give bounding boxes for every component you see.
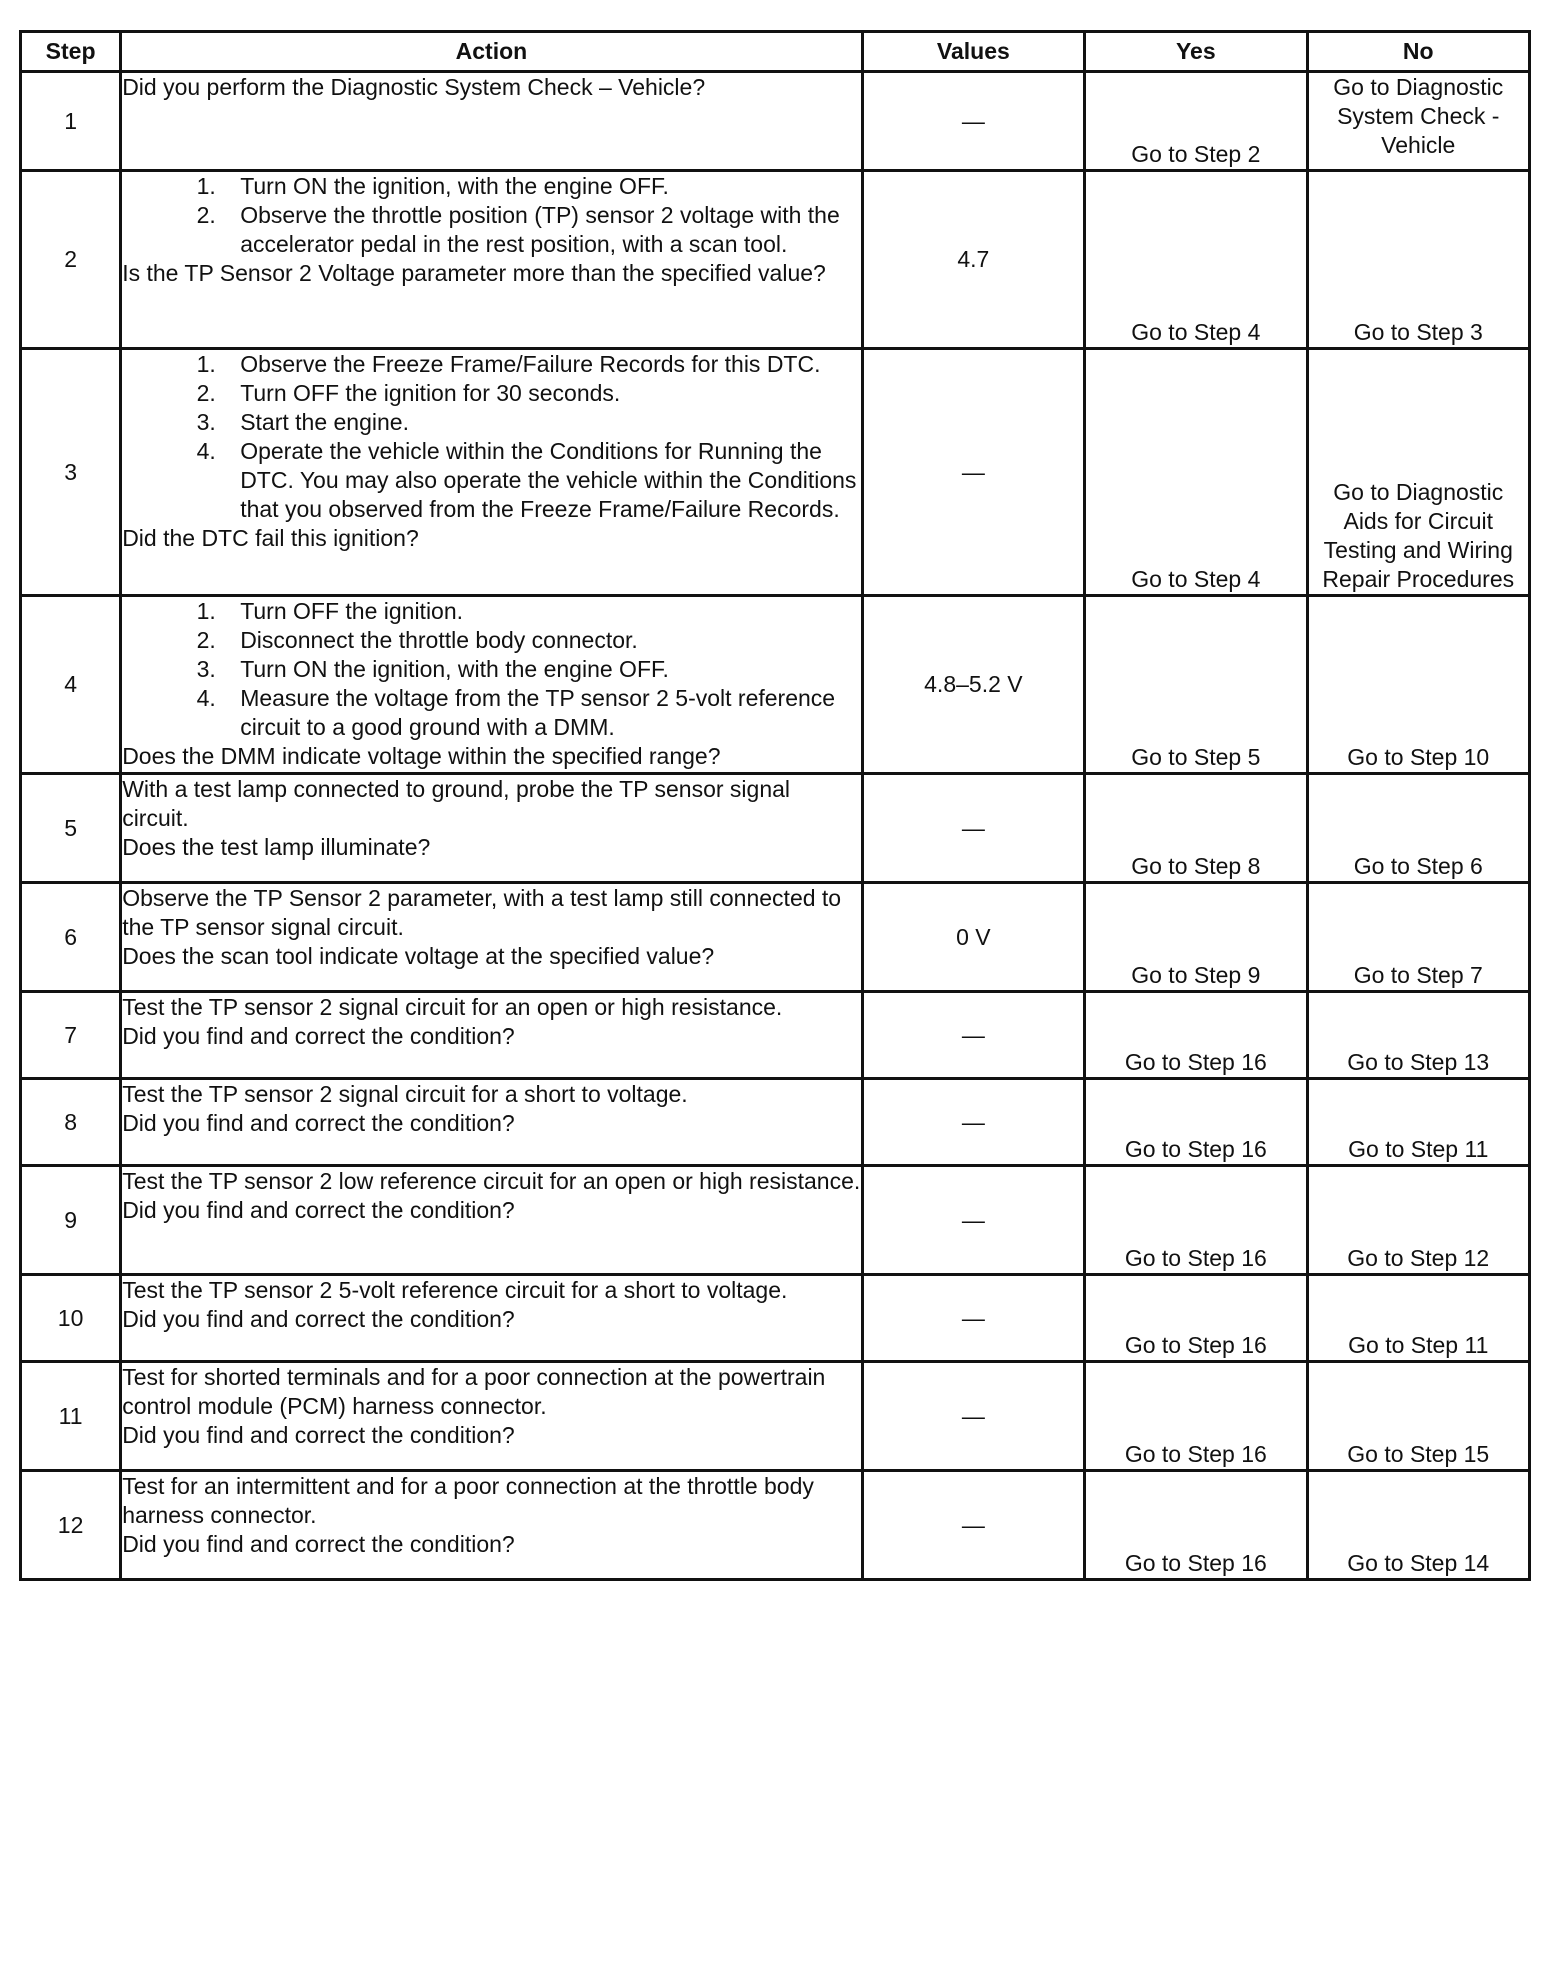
action-content	[122, 775, 860, 862]
action-step-item: 1. Turn OFF the ignition.	[222, 597, 860, 626]
yes-cell: Go to Step 16	[1085, 1362, 1307, 1471]
action-top	[122, 1472, 860, 1530]
action-cell	[121, 883, 862, 992]
no-cell: Go to Step 11	[1307, 1275, 1529, 1362]
step-number: 5	[21, 774, 121, 883]
values-cell: 4.8–5.2 V	[862, 596, 1084, 774]
action-top	[122, 350, 860, 524]
header-action: Action	[121, 32, 862, 72]
action-top	[122, 1363, 860, 1421]
action-top	[122, 597, 860, 742]
action-question: Is the TP Sensor 2 Voltage parameter more than the specified value?	[122, 260, 826, 286]
action-content	[122, 1363, 860, 1450]
action-cell	[121, 1166, 862, 1275]
table-row	[21, 1362, 1530, 1471]
table-body	[21, 72, 1530, 1580]
yes-cell: Go to Step 16	[1085, 1275, 1307, 1362]
action-steps-list	[122, 597, 860, 742]
table-row	[21, 992, 1530, 1079]
action-step-item: 1. Observe the Freeze Frame/Failure Records for this DTC.	[222, 350, 860, 379]
action-text: Test the TP sensor 2 signal circuit for an open or high resistance.	[122, 994, 783, 1020]
action-content	[122, 884, 860, 971]
values-cell: —	[862, 992, 1084, 1079]
action-question: Did you find and correct the condition?	[122, 1197, 515, 1223]
action-cell	[121, 1362, 862, 1471]
table-row	[21, 1166, 1530, 1275]
action-content	[122, 350, 860, 553]
action-cell	[121, 349, 862, 596]
step-number: 9	[21, 1166, 121, 1275]
action-top	[122, 1080, 860, 1109]
yes-cell: Go to Step 4	[1085, 171, 1307, 349]
yes-cell: Go to Step 4	[1085, 349, 1307, 596]
yes-cell: Go to Step 8	[1085, 774, 1307, 883]
action-step-item: 2. Turn OFF the ignition for 30 seconds.	[222, 379, 860, 408]
yes-cell: Go to Step 5	[1085, 596, 1307, 774]
action-text: Test for an intermittent and for a poor connection at the throttle body harness connector.	[122, 1473, 814, 1528]
header-yes: Yes	[1085, 32, 1307, 72]
action-content	[122, 993, 860, 1051]
step-number: 1	[21, 72, 121, 171]
action-question: Did you find and correct the condition?	[122, 1023, 515, 1049]
header-no: No	[1307, 32, 1529, 72]
action-content	[122, 172, 860, 288]
action-cell	[121, 992, 862, 1079]
yes-cell: Go to Step 2	[1085, 72, 1307, 171]
table-row	[21, 596, 1530, 774]
no-cell: Go to Diagnostic Aids for Circuit Testing and Wiring Repair Procedures	[1307, 349, 1529, 596]
action-top	[122, 1276, 860, 1305]
no-cell: Go to Step 6	[1307, 774, 1529, 883]
action-text: Test the TP sensor 2 signal circuit for a short to voltage.	[122, 1081, 688, 1107]
no-cell: Go to Step 11	[1307, 1079, 1529, 1166]
no-cell: Go to Step 3	[1307, 171, 1529, 349]
action-content	[122, 1276, 860, 1334]
table-row	[21, 774, 1530, 883]
values-cell: 4.7	[862, 171, 1084, 349]
action-question: Did you find and correct the condition?	[122, 1110, 515, 1136]
step-number: 3	[21, 349, 121, 596]
no-cell: Go to Diagnostic System Check - Vehicle	[1307, 72, 1529, 171]
action-text: Did you perform the Diagnostic System Check – Vehicle?	[122, 74, 706, 100]
step-number: 6	[21, 883, 121, 992]
action-step-item: 4. Measure the voltage from the TP sensor 2 5-volt reference circuit to a good ground with a DMM.	[222, 684, 860, 742]
header-row	[21, 32, 1530, 72]
action-content	[122, 73, 860, 102]
values-cell: —	[862, 72, 1084, 171]
yes-cell: Go to Step 16	[1085, 1079, 1307, 1166]
action-cell	[121, 171, 862, 349]
action-question: Did you find and correct the condition?	[122, 1531, 515, 1557]
action-content	[122, 597, 860, 771]
action-cell	[121, 596, 862, 774]
action-cell	[121, 1275, 862, 1362]
action-step-item: 3. Start the engine.	[222, 408, 860, 437]
action-content	[122, 1167, 860, 1225]
step-number: 8	[21, 1079, 121, 1166]
yes-cell: Go to Step 16	[1085, 1166, 1307, 1275]
yes-cell: Go to Step 16	[1085, 992, 1307, 1079]
action-cell	[121, 774, 862, 883]
action-content	[122, 1472, 860, 1559]
action-question: Did you find and correct the condition?	[122, 1306, 515, 1332]
action-question: Does the test lamp illuminate?	[122, 834, 431, 860]
table-row	[21, 1275, 1530, 1362]
step-number: 12	[21, 1471, 121, 1580]
action-text: With a test lamp connected to ground, probe the TP sensor signal circuit.	[122, 776, 791, 831]
action-cell	[121, 72, 862, 171]
step-number: 2	[21, 171, 121, 349]
table-row	[21, 171, 1530, 349]
no-cell: Go to Step 12	[1307, 1166, 1529, 1275]
action-question: Does the scan tool indicate voltage at the specified value?	[122, 943, 715, 969]
table-row	[21, 72, 1530, 171]
action-question: Does the DMM indicate voltage within the specified range?	[122, 743, 721, 769]
action-steps-list	[122, 172, 860, 259]
action-step-item: 3. Turn ON the ignition, with the engine OFF.	[222, 655, 860, 684]
action-top	[122, 172, 860, 259]
action-content	[122, 1080, 860, 1138]
action-question: Did you find and correct the condition?	[122, 1422, 515, 1448]
values-cell: —	[862, 349, 1084, 596]
action-step-item: 1. Turn ON the ignition, with the engine OFF.	[222, 172, 860, 201]
table-row	[21, 1079, 1530, 1166]
action-top	[122, 884, 860, 942]
values-cell: 0 V	[862, 883, 1084, 992]
values-cell: —	[862, 774, 1084, 883]
values-cell: —	[862, 1079, 1084, 1166]
action-top	[122, 993, 860, 1022]
yes-cell: Go to Step 16	[1085, 1471, 1307, 1580]
no-cell: Go to Step 15	[1307, 1362, 1529, 1471]
action-text: Test for shorted terminals and for a poor connection at the powertrain control module (PCM) harness connector.	[122, 1364, 826, 1419]
action-step-item: 4. Operate the vehicle within the Conditions for Running the DTC. You may also operate the vehicle within the Conditions that you observed from the Freeze Frame/Failure Records.	[222, 437, 860, 524]
diagnostic-table	[19, 30, 1531, 1581]
yes-cell: Go to Step 9	[1085, 883, 1307, 992]
step-number: 7	[21, 992, 121, 1079]
values-cell: —	[862, 1471, 1084, 1580]
action-text: Test the TP sensor 2 5-volt reference circuit for a short to voltage.	[122, 1277, 788, 1303]
step-number: 10	[21, 1275, 121, 1362]
no-cell: Go to Step 14	[1307, 1471, 1529, 1580]
table-row	[21, 1471, 1530, 1580]
values-cell: —	[862, 1166, 1084, 1275]
action-step-item: 2. Observe the throttle position (TP) sensor 2 voltage with the accelerator pedal in the rest position, with a scan tool.	[222, 201, 860, 259]
step-number: 4	[21, 596, 121, 774]
action-text: Test the TP sensor 2 low reference circuit for an open or high resistance.	[122, 1168, 861, 1194]
action-top	[122, 775, 860, 833]
action-top	[122, 1167, 860, 1196]
no-cell: Go to Step 13	[1307, 992, 1529, 1079]
action-top	[122, 73, 860, 102]
no-cell: Go to Step 7	[1307, 883, 1529, 992]
values-cell: —	[862, 1275, 1084, 1362]
step-number: 11	[21, 1362, 121, 1471]
action-text: Observe the TP Sensor 2 parameter, with a test lamp still connected to the TP sensor signal circuit.	[122, 885, 842, 940]
header-values: Values	[862, 32, 1084, 72]
values-cell: —	[862, 1362, 1084, 1471]
table-row	[21, 883, 1530, 992]
action-steps-list	[122, 350, 860, 524]
action-cell	[121, 1079, 862, 1166]
action-step-item: 2. Disconnect the throttle body connector.	[222, 626, 860, 655]
action-cell	[121, 1471, 862, 1580]
table-row	[21, 349, 1530, 596]
action-question: Did the DTC fail this ignition?	[122, 525, 419, 551]
no-cell: Go to Step 10	[1307, 596, 1529, 774]
header-step: Step	[21, 32, 121, 72]
